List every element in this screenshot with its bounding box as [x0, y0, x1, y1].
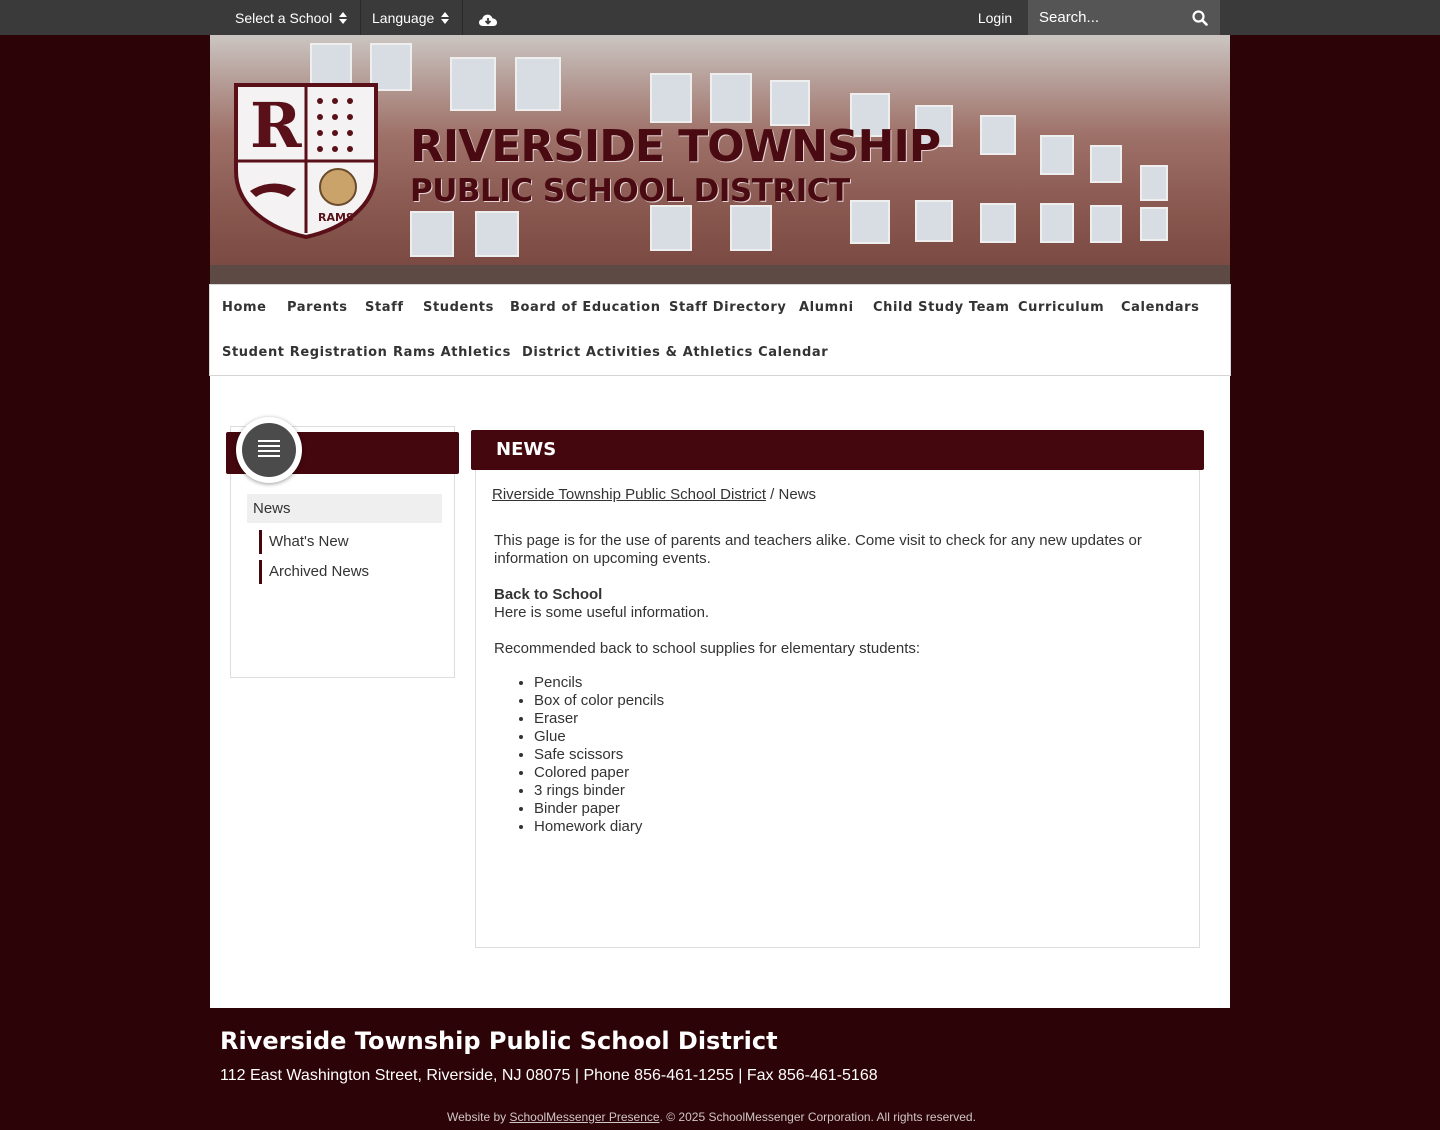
nav-staff-directory[interactable]: Staff Directory [669, 300, 787, 315]
news-header [471, 430, 1204, 470]
nav-home[interactable]: Home [222, 300, 267, 315]
crest-rams-text: RAMS [318, 211, 354, 224]
login-label: Login [977, 9, 1013, 26]
page-title: NEWS [496, 439, 557, 460]
language-dropdown[interactable] [362, 0, 463, 35]
section-text: Here is some useful information. [494, 604, 710, 621]
select-arrows-icon [441, 12, 449, 24]
intro-paragraph [494, 532, 1142, 568]
nav-calendars[interactable]: Calendars [1121, 300, 1200, 315]
nav-parents[interactable]: Parents [287, 300, 348, 315]
nav-rams-athletics[interactable]: Rams Athletics [393, 345, 511, 360]
nav-board-of-education[interactable]: Board of Education [510, 300, 661, 315]
banner-title: RIVERSIDE TOWNSHIP [410, 121, 941, 172]
breadcrumb-current: News [778, 486, 817, 503]
menu-icon [258, 440, 280, 442]
back-to-school-section [494, 586, 709, 622]
supplies-list [534, 674, 664, 836]
nav-students[interactable]: Students [423, 300, 494, 315]
nav-district-activities-calendar[interactable]: District Activities & Athletics Calendar [522, 345, 829, 360]
search-icon[interactable] [1192, 10, 1208, 26]
intro-line-2: information on upcoming events. [494, 550, 711, 567]
list-item: • 3 rings binder [534, 782, 664, 800]
district-crest-logo [232, 79, 380, 239]
sidebar-menu-button[interactable] [236, 417, 302, 483]
district-banner [210, 35, 1230, 284]
nav-staff[interactable]: Staff [365, 300, 404, 315]
breadcrumb-separator: / [770, 486, 775, 503]
nav-alumni[interactable]: Alumni [799, 300, 854, 315]
select-school-label: Select a School [235, 9, 333, 26]
vendor-link[interactable]: SchoolMessenger Presence [509, 1110, 660, 1124]
search-box [1028, 0, 1220, 35]
supplies-intro: Recommended back to school supplies for elementary students: [494, 640, 921, 657]
sidebar-item-whats-new[interactable]: What's New [259, 530, 439, 554]
language-label: Language [372, 9, 435, 26]
intro-line-1: This page is for the use of parents and teachers alike. Come visit to check for any new updates or [494, 532, 1142, 549]
main-navigation [209, 284, 1231, 376]
content-area [210, 376, 1230, 1008]
footer-title: Riverside Township Public School District [220, 1027, 778, 1055]
list-item: • Eraser [534, 710, 664, 728]
news-content [475, 470, 1200, 948]
list-item: • Pencils [534, 674, 664, 692]
website-by-label: Website by [447, 1110, 510, 1124]
list-item: • Colored paper [534, 764, 664, 782]
sidebar-item-news[interactable]: News [247, 494, 442, 523]
list-item: • Glue [534, 728, 664, 746]
list-item: • Homework diary [534, 818, 664, 836]
nav-child-study-team[interactable]: Child Study Team [873, 300, 1010, 315]
banner-subtitle: PUBLIC SCHOOL DISTRICT [410, 173, 850, 209]
login-link[interactable] [964, 0, 1026, 35]
nav-student-registration[interactable]: Student Registration [222, 345, 388, 360]
search-input[interactable] [1028, 0, 1178, 35]
select-school-dropdown[interactable] [225, 0, 361, 35]
breadcrumb [492, 486, 816, 503]
select-arrows-icon [339, 12, 347, 24]
section-title: Back to School [494, 586, 603, 603]
list-item: • Box of color pencils [534, 692, 664, 710]
sidebar-item-archived-news[interactable]: Archived News [259, 560, 439, 584]
top-utility-bar [0, 0, 1440, 35]
footer-address: 112 East Washington Street, Riverside, NJ 08075 | Phone 856-461-1255 | Fax 856-461-5168 [220, 1067, 878, 1084]
list-item: • Safe scissors [534, 746, 664, 764]
cloud-download-icon [479, 14, 497, 28]
nav-curriculum[interactable]: Curriculum [1018, 300, 1105, 315]
crest-letter: R [250, 89, 302, 162]
list-item: • Binder paper [534, 800, 664, 818]
breadcrumb-home-link[interactable]: Riverside Township Public School District [492, 486, 766, 503]
footer-copyright [447, 1110, 976, 1124]
cloud-download-button[interactable] [464, 0, 512, 35]
copyright-text: . © 2025 SchoolMessenger Corporation. All rights reserved. [659, 1110, 976, 1124]
